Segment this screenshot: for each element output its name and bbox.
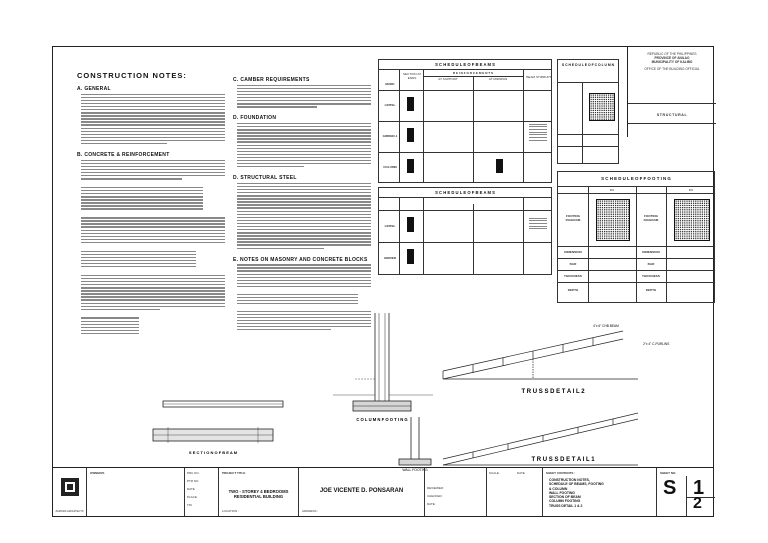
- beam-section-5: [407, 217, 414, 232]
- truss-detail-2-drawing: [443, 331, 638, 379]
- beam-row-bottom-girder: GIRDER: [383, 256, 397, 260]
- project-title-line-1: TWO - STOREY 4 BEDROOMS: [228, 489, 289, 494]
- footing-row-thickness: THICKNESS: [564, 274, 582, 278]
- beam-row-bottom-lintel: LINTEL: [384, 224, 396, 228]
- footing-row-depth: DEPTH: [567, 288, 579, 292]
- agency-line-3: MUNICIPALITY OF KALIBO: [651, 60, 693, 64]
- wall-footing-drawing: [399, 417, 431, 465]
- beam-section-4: [496, 159, 503, 173]
- footing-row-dimension: DIMENSION: [564, 250, 582, 254]
- section-d-heading: D. FOUNDATION: [233, 115, 277, 122]
- sheet-contents-cell: SHEET CONTENTS : CONSTRUCTION NOTES, SCHEDULE OF BEAMS, FOOTING & COLUMN WALL FOOTING SECTION OF BEAM COLUMN FOOTING TRUSS DETAIL 1 & 2: [543, 468, 657, 516]
- column-schedule-title: S C H E D U L E O F C O L U M N: [561, 63, 615, 67]
- logo-cell: [53, 468, 87, 516]
- contents-line-4: WALL FOOTING: [549, 490, 575, 495]
- contents-line-7: TRUSS DETAIL 1 & 2: [549, 503, 583, 508]
- beam-row-lintel: LINTEL: [384, 103, 396, 107]
- beam-row-girder: GIRDER-1: [382, 134, 398, 138]
- section-b-text: [77, 160, 225, 335]
- project-cell: PROJECT TITLE TWO - STOREY 4 BEDROOMS RESIDENTIAL BUILDING LOCATION :: [219, 468, 299, 516]
- beam-schedule-bottom: [378, 187, 552, 275]
- chb-beam-callout: 4"x 6" CHB BEAM: [593, 324, 619, 328]
- agency-line-1: REPUBLIC OF THE PHILIPPINES: [647, 52, 697, 56]
- detail-drawings: [188, 309, 715, 472]
- truss-detail-1-label: T R U S S D E T A I L 1: [531, 457, 595, 463]
- section-e-heading: E. NOTES ON MASONRY AND CONCRETE BLOCKS: [233, 256, 368, 263]
- engineer-name: JOE VICENTE D. PONSARAN: [319, 488, 404, 494]
- truss-detail-2-label: T R U S S D E T A I L 2: [521, 389, 585, 395]
- section-b-heading: B. CONCRETE & REINFORCEMENT: [77, 152, 170, 159]
- agency-block: [627, 47, 716, 137]
- section-a-text: [77, 94, 225, 145]
- beam-schedule-top: S C H E D U L E O F B E A M S MARK SECTION AT ENDS R E I N F O R C E M E N T S AT SUPPORT AT MIDSPAN BEAM STIRRUPS LINTEL GIRDER-1 COLUMN: [378, 59, 552, 183]
- beam-section-1: [407, 97, 414, 111]
- beam-schedule-bottom-title: S C H E D U L E O F B E A M S: [435, 190, 495, 195]
- permit-cell: PRC NO. PTR NO. DATE PLACE TIN: [185, 468, 219, 516]
- location-label: LOCATION :: [222, 509, 239, 513]
- footing-col-a: F1: [610, 188, 614, 192]
- contents-line-2: SCHEDULE OF BEAMS, FOOTING: [549, 482, 604, 487]
- drawing-sheet: [52, 46, 714, 517]
- footing-row-bar-2: BAR: [647, 262, 655, 266]
- footing-col-b: F1: [689, 188, 693, 192]
- column-section-diagram: [589, 93, 615, 121]
- owner-cell: OWNER/S: [87, 468, 185, 516]
- column-footing-drawing: [333, 313, 433, 411]
- contents-line-6: COLUMN FOOTING: [549, 499, 581, 504]
- section-a-heading: A. GENERAL: [77, 86, 111, 92]
- footing-schedule: [557, 171, 715, 303]
- beam-elevation-drawing: [153, 401, 283, 443]
- agency-line-4: OFFICE OF THE BUILDING OFFICIAL: [644, 67, 700, 71]
- contents-line-1: CONSTRUCTION NOTES,: [549, 478, 590, 482]
- column-footing-label: C O L U M N F O O T I N G: [356, 417, 408, 422]
- beam-section-3: [407, 159, 414, 173]
- sheet-number: 1: [693, 477, 705, 499]
- section-steel-heading: D. STRUCTURAL STEEL: [233, 175, 297, 182]
- footing-row-bar: BAR: [569, 262, 577, 266]
- column-schedule: [557, 59, 619, 164]
- beam-section-6: [407, 249, 414, 264]
- footing-diagram-2: [674, 199, 710, 241]
- section-of-beam-label: S E C T I O N O F B E A M: [188, 450, 238, 455]
- footing-row-diagram-2: FOOTING DIAGRAM: [643, 214, 659, 223]
- footing-row-depth-2: DEPTH: [645, 288, 657, 292]
- project-title-line-2: RESIDENTIAL BUILDING: [233, 494, 284, 500]
- scale-cell: SCALE DATE: [487, 468, 543, 516]
- total-sheets: 2: [693, 495, 702, 512]
- footing-schedule-title: S C H E D U L E O F F O O T I N G: [601, 176, 671, 181]
- logo-caption: ZAMORA ARCHITECTS: [55, 510, 84, 513]
- firm-logo-icon: [61, 478, 79, 496]
- discipline-letter: S: [663, 477, 677, 499]
- engineer-cell: [299, 468, 425, 516]
- notes-column-1: [77, 71, 225, 336]
- contents-line-5: SECTION OF BEAM: [549, 495, 581, 500]
- discipline-label: STRUCTURAL: [656, 113, 688, 117]
- notes-title: CONSTRUCTION NOTES:: [77, 71, 187, 80]
- beam-schedule-top-title: S C H E D U L E O F B E A M S: [435, 62, 495, 67]
- beam-row-column: COLUMN: [383, 165, 397, 169]
- purlins-callout: 2"x 4" C-PURLINS: [643, 342, 670, 346]
- sheet-number-cell: SHEET NO. S 1 2: [657, 468, 715, 516]
- footing-row-diagram: FOOTING DIAGRAM: [565, 214, 581, 223]
- title-block: [53, 467, 713, 516]
- address-label: ADDRESS :: [302, 509, 319, 513]
- notes-column-2: [233, 77, 371, 332]
- review-cell: REVIEWED: CHECKED: DATE:: [425, 468, 487, 516]
- agency-line-2: PROVINCE OF ANILAO: [654, 56, 690, 60]
- contents-line-3: & COLUMN: [549, 486, 568, 491]
- footing-diagram-1: [596, 199, 630, 241]
- footing-row-thickness-2: THICKNESS: [642, 274, 660, 278]
- footing-row-dimension-2: DIMENSION: [642, 250, 660, 254]
- section-c-heading: C. CAMBER REQUIREMENTS: [233, 77, 310, 83]
- wall-footing-label: WALL FOOTING: [402, 468, 428, 472]
- beam-section-2: [407, 128, 414, 142]
